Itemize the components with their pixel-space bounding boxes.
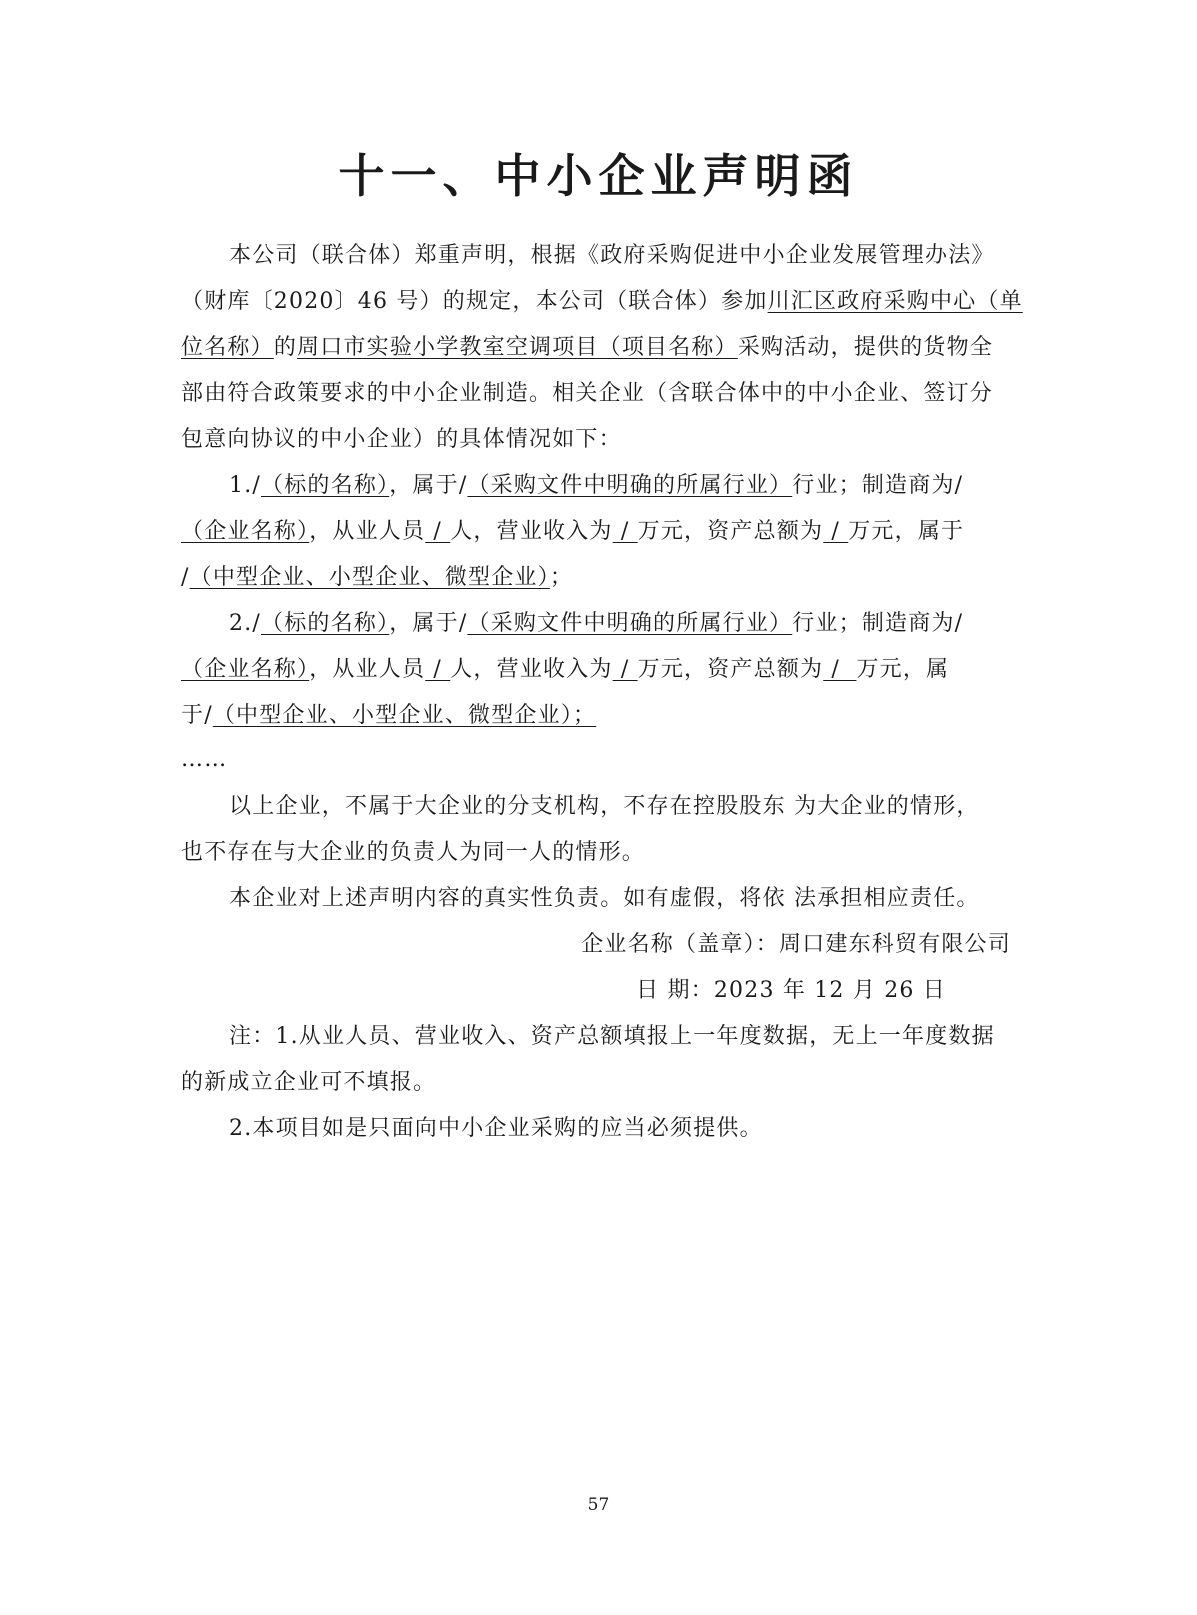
item2-line2	[181, 655, 1011, 685]
text-run: 行业；制造商为/	[792, 473, 964, 498]
field-industry: （采购文件中明确的所属行业）	[467, 611, 793, 636]
field-revenue: /	[612, 657, 638, 682]
item1-line2	[181, 517, 1011, 547]
field-enterprise-type: （中型企业、小型企业、微型企业）；	[212, 703, 597, 728]
project-name: 周口市实验小学教室空调项目（项目名称）	[297, 335, 738, 360]
para1-line5: 包意向协议的中小企业）的具体情况如下：	[181, 427, 622, 452]
field-industry: （采购文件中明确的所属行业）	[467, 473, 793, 498]
text-run: 采购活动，提供的货物全	[737, 335, 994, 360]
item1-line1	[229, 471, 1011, 501]
field-subject-name: （标的名称）	[261, 473, 390, 498]
text-run: ，属于/	[389, 473, 468, 498]
note2-line: 2.本项目如是只面向中小企业采购的应当必须提供。	[229, 1116, 763, 1141]
text-run: 2./	[229, 611, 262, 636]
text-run: 的	[273, 335, 298, 360]
field-company-name: （企业名称）	[181, 519, 310, 544]
text-run: ，属于/	[389, 611, 468, 636]
para1-line4: 部由符合政策要求的中小企业制造。相关企业（含联合体中的中小企业、签订分	[181, 381, 994, 406]
para2-line1: 以上企业，不属于大企业的分支机构，不存在控股股东 为大企业的情形，	[229, 794, 980, 819]
field-revenue: /	[612, 519, 638, 544]
ellipsis: ……	[181, 747, 228, 772]
field-subject-name: （标的名称）	[261, 611, 390, 636]
purchaser-name: 川汇区政府采购中心（单	[767, 289, 1023, 314]
text-run: 于/	[181, 703, 213, 728]
field-enterprise-type: （中型企业、小型企业、微型企业）	[189, 565, 550, 590]
text-run: 万元，属于	[848, 519, 965, 544]
text-run: 万元，资产总额为	[637, 657, 824, 682]
item2-line1	[229, 609, 1011, 639]
para1-line1: 本公司（联合体）郑重声明，根据《政府采购促进中小企业发展管理办法》	[229, 243, 995, 268]
text-run: ，从业人员	[309, 657, 426, 682]
note1-line2: 的新成立企业可不填报。	[181, 1070, 437, 1095]
text-run: 人，营业收入为	[450, 519, 613, 544]
field-employees: /	[425, 657, 451, 682]
field-employees: /	[425, 519, 451, 544]
text-run: ，从业人员	[309, 519, 426, 544]
page-number: 57	[587, 1495, 610, 1515]
para1-line2	[181, 287, 1023, 317]
text-run: ；	[549, 565, 574, 590]
text-run: 1./	[229, 473, 262, 498]
signature-company: 企业名称（盖章）：周口建东科贸有限公司	[581, 932, 1011, 957]
text-run: 万元，属	[856, 657, 950, 682]
text-run: 万元，资产总额为	[637, 519, 824, 544]
text-run: 行业；制造商为/	[792, 611, 964, 636]
para3-line: 本企业对上述声明内容的真实性负责。如有虚假，将依 法承担相应责任。	[229, 886, 980, 911]
item1-line3	[181, 563, 1011, 593]
text-run: （财库〔2020〕46 号）的规定，本公司（联合体）参加	[181, 289, 768, 314]
para2-line2: 也不存在与大企业的负责人为同一人的情形。	[181, 840, 646, 865]
field-assets: /	[823, 519, 849, 544]
text-run: 人，营业收入为	[450, 657, 613, 682]
purchaser-name-cont: 位名称）	[181, 335, 274, 360]
para1-line3	[181, 333, 1011, 363]
note1-line1: 注：1.从业人员、营业收入、资产总额填报上一年度数据，无上一年度数据	[229, 1024, 995, 1049]
item2-line3	[181, 701, 1011, 731]
text-run: /	[181, 565, 190, 590]
page-title: 十一、中小企业声明函	[338, 149, 859, 203]
signature-date: 日 期：2023 年 12 月 26 日	[636, 978, 946, 1003]
field-assets: /	[823, 657, 857, 682]
field-company-name: （企业名称）	[181, 657, 310, 682]
